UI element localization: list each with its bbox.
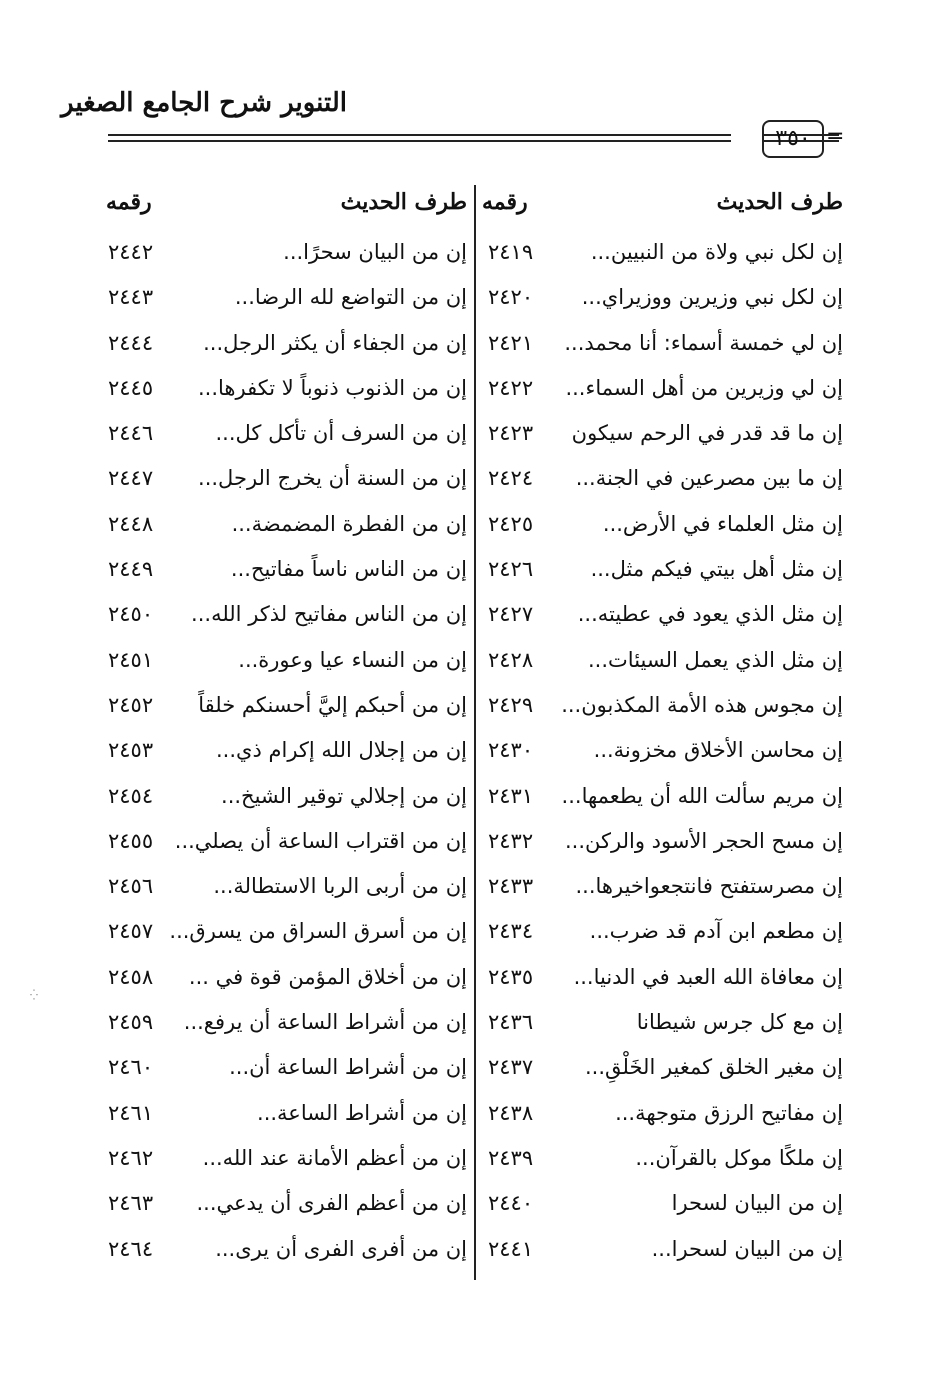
left-hadith-text: إن من السرف أن تأكل كل...: [215, 421, 467, 446]
left-hadith-number: ٢٤٥٢: [108, 692, 154, 717]
right-hadith-text: إن مع كل جرس شيطانا: [636, 1010, 843, 1035]
table-row: [0, 1000, 947, 1045]
right-hadith-number: ٢٤٢٤: [488, 466, 534, 491]
right-hadith-text: إن ما قد قدر في الرحم سيكون: [571, 421, 843, 446]
table-row: [0, 1136, 947, 1181]
left-hadith-number: ٢٤٦٠: [108, 1055, 154, 1080]
table-row: [0, 819, 947, 864]
badge-equals-mark: =: [826, 124, 845, 149]
left-hadith-text: إن من النساء عيا وعورة...: [238, 647, 467, 672]
right-hadith-text: إن مثل الذي يعمل السيئات...: [588, 647, 843, 672]
left-hadith-number: ٢٤٥٨: [108, 964, 154, 989]
index-table: [0, 230, 947, 1272]
table-row: [0, 683, 947, 728]
right-hadith-text: إن مطعم ابن آدم قد ضرب...: [589, 919, 843, 944]
left-hadith-text: إن من الذنوب ذنوباً لا تكفرها...: [197, 375, 467, 400]
table-row: [0, 1181, 947, 1226]
right-hadith-number: ٢٤٣٣: [488, 874, 534, 899]
right-hadith-text: إن ما بين مصرعين في الجنة...: [575, 466, 843, 491]
right-hadith-number: ٢٤٢٨: [488, 647, 534, 672]
left-hadith-number: ٢٤٥١: [108, 647, 154, 672]
right-hadith-number: ٢٤٢٩: [488, 692, 534, 717]
left-hadith-number: ٢٤٤٣: [108, 285, 154, 310]
right-hadith-text: إن مثل العلماء في الأرض...: [602, 511, 843, 536]
left-hadith-number: ٢٤٤٢: [108, 240, 154, 264]
table-row: [0, 230, 947, 275]
left-hadith-number: ٢٤٥٠: [108, 602, 154, 627]
left-hadith-number: ٢٤٥٩: [108, 1010, 154, 1035]
table-row: [0, 638, 947, 683]
table-row: [0, 456, 947, 501]
right-hadith-number: ٢٤٣٧: [488, 1055, 534, 1080]
right-hadith-text: إن مسح الحجر الأسود والركن...: [564, 828, 843, 853]
table-row: [0, 909, 947, 954]
right-hadith-text: إن مفاتيح الرزق متوجهة...: [615, 1100, 843, 1125]
right-hadith-number: ٢٤٤٠: [488, 1191, 534, 1216]
left-hadith-number: ٢٤٤٥: [108, 375, 154, 400]
right-hadith-number: ٢٤٣٤: [488, 919, 534, 944]
right-hadith-number: ٢٤٢١: [488, 330, 534, 355]
book-title: التنوير شرح الجامع الصغير: [61, 88, 347, 118]
right-hadith-text: إن لي خمسة أسماء: أنا محمد...: [564, 330, 843, 355]
table-row: [0, 955, 947, 1000]
right-hadith-header: طرف الحديث: [716, 189, 843, 215]
left-hadith-number: ٢٤٥٤: [108, 783, 154, 808]
right-hadith-text: إن لكل نبي وزيرين ووزيراي...: [581, 285, 843, 310]
right-hadith-text: إن ملكًا موكل بالقرآن...: [635, 1145, 843, 1170]
header-rule: [108, 140, 731, 142]
left-hadith-number: ٢٤٦٤: [108, 1236, 154, 1261]
left-hadith-text: إن من الناس مفاتيح لذكر الله...: [191, 602, 467, 627]
table-row: [0, 1227, 947, 1272]
right-hadith-number: ٢٤٣٦: [488, 1010, 534, 1035]
right-hadith-text: إن محاسن الأخلاق مخزونة...: [593, 738, 843, 763]
right-hadith-number: ٢٤٣٩: [488, 1145, 534, 1170]
right-hadith-text: إن معافاة الله العبد في الدنيا...: [573, 964, 843, 989]
right-hadith-number: ٢٤٣٢: [488, 828, 534, 853]
right-hadith-number: ٢٤٣٠: [488, 738, 534, 763]
right-hadith-number: ٢٤٣٨: [488, 1100, 534, 1125]
left-hadith-text: إن من أحبكم إليَّ أحسنكم خلقاً: [198, 692, 467, 717]
table-row: [0, 502, 947, 547]
table-row: [0, 1091, 947, 1136]
left-hadith-text: إن من إجلالي توقير الشيخ...: [221, 783, 467, 808]
table-row: [0, 366, 947, 411]
table-row: [0, 1045, 947, 1090]
right-hadith-text: إن مغير الخلق كمغير الخَلْقِ...: [585, 1055, 843, 1080]
left-hadith-text: إن من أعظم الأمانة عند الله...: [202, 1145, 467, 1170]
right-hadith-number: ٢٤٢٦: [488, 557, 534, 582]
left-hadith-text: إن من البيان سحرًا...: [283, 240, 467, 264]
right-hadith-number: ٢٤٢٥: [488, 511, 534, 536]
right-hadith-number: ٢٤١٩: [488, 240, 534, 264]
left-hadith-number: ٢٤٥٣: [108, 738, 154, 763]
right-hadith-number: ٢٤٢٣: [488, 421, 534, 446]
left-number-header: رقمه: [106, 189, 152, 215]
table-row: [0, 321, 947, 366]
left-hadith-text: إن من اقتراب الساعة أن يصلي...: [174, 828, 467, 853]
right-hadith-number: ٢٤٣٥: [488, 964, 534, 989]
left-hadith-text: إن من أشراط الساعة...: [257, 1100, 467, 1125]
left-hadith-number: ٢٤٤٨: [108, 511, 154, 536]
right-hadith-number: ٢٤٣١: [488, 783, 534, 808]
left-hadith-number: ٢٤٤٦: [108, 421, 154, 446]
right-hadith-text: إن من البيان لسحرا...: [651, 1236, 843, 1261]
left-hadith-text: إن من أشراط الساعة أن...: [229, 1055, 467, 1080]
table-row: [0, 411, 947, 456]
right-hadith-text: إن مثل الذي يعود في عطيته...: [577, 602, 843, 627]
right-hadith-text: إن مجوس هذه الأمة المكذبون...: [561, 692, 843, 717]
left-hadith-number: ٢٤٥٧: [108, 919, 154, 944]
left-hadith-number: ٢٤٤٧: [108, 466, 154, 491]
right-hadith-text: إن مثل أهل بيتي فيكم مثل...: [590, 557, 843, 582]
left-hadith-number: ٢٤٦٣: [108, 1191, 154, 1216]
left-hadith-number: ٢٤٤٤: [108, 330, 154, 355]
left-hadith-number: ٢٤٥٥: [108, 828, 154, 853]
right-hadith-text: إن مريم سألت الله أن يطعمها...: [561, 783, 843, 808]
left-hadith-number: ٢٤٥٦: [108, 874, 154, 899]
left-hadith-text: إن من الناس ناساً مفاتيح...: [230, 557, 467, 582]
left-hadith-number: ٢٤٦١: [108, 1100, 154, 1125]
right-hadith-text: إن لي وزيرين من أهل السماء...: [565, 375, 843, 400]
right-hadith-text: إن مصرستفتح فانتجعواخيرها...: [575, 874, 843, 899]
left-hadith-text: إن من أخلاق المؤمن قوة في ...: [188, 964, 467, 989]
scan-speck: ⁛: [30, 990, 38, 1001]
right-hadith-number: ٢٤٢٢: [488, 375, 534, 400]
table-row: [0, 728, 947, 773]
right-number-header: رقمه: [482, 189, 528, 215]
page-number-badge: ٣٥٠: [762, 120, 824, 158]
right-hadith-text: إن من البيان لسحرا: [671, 1191, 843, 1216]
right-hadith-number: ٢٤٤١: [488, 1236, 534, 1261]
left-hadith-text: إن من أربى الربا الاستطالة...: [213, 874, 467, 899]
right-hadith-number: ٢٤٢٠: [488, 285, 534, 310]
table-row: [0, 547, 947, 592]
right-hadith-text: إن لكل نبي ولاة من النبيين...: [590, 240, 843, 264]
left-hadith-number: ٢٤٦٢: [108, 1145, 154, 1170]
table-row: [0, 275, 947, 320]
header-rule: [108, 134, 731, 136]
left-hadith-text: إن من الفطرة المضمضة...: [231, 511, 467, 536]
left-hadith-number: ٢٤٤٩: [108, 557, 154, 582]
table-row: [0, 592, 947, 637]
table-row: [0, 774, 947, 819]
left-hadith-text: إن من أعظم الفرى أن يدعي...: [196, 1191, 467, 1216]
left-hadith-text: إن من التواضع لله الرضا...: [234, 285, 467, 310]
left-hadith-text: إن من إجلال الله إكرام ذي...: [216, 738, 467, 763]
left-hadith-text: إن من أشراط الساعة أن يرفع...: [183, 1010, 467, 1035]
table-row: [0, 864, 947, 909]
left-hadith-text: إن من أسرق السراق من يسرق...: [169, 919, 467, 944]
left-hadith-header: طرف الحديث: [340, 189, 467, 215]
right-hadith-number: ٢٤٢٧: [488, 602, 534, 627]
left-hadith-text: إن من السنة أن يخرج الرجل...: [198, 466, 467, 491]
left-hadith-text: إن من الجفاء أن يكثر الرجل...: [203, 330, 467, 355]
left-hadith-text: إن من أفرى الفرى أن يرى...: [215, 1236, 467, 1261]
